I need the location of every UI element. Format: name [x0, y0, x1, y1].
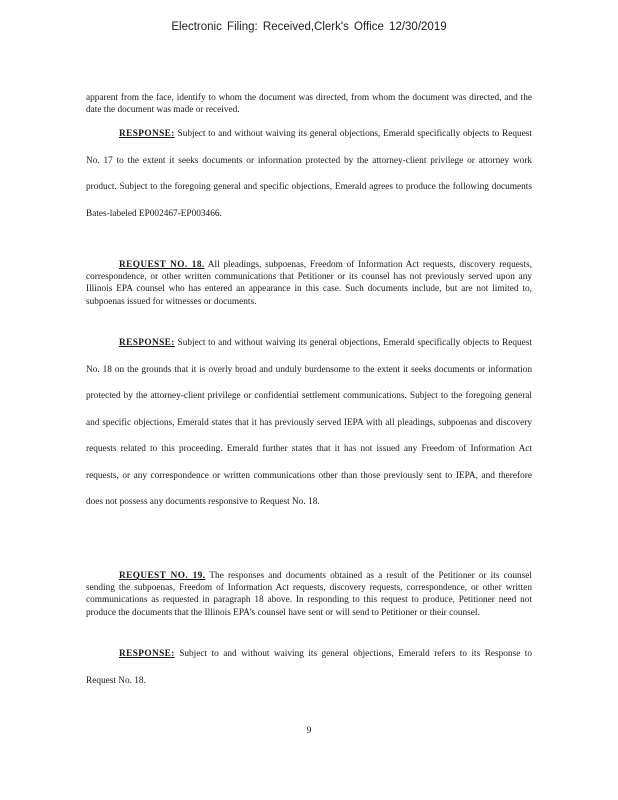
response-label: RESPONSE: [119, 649, 175, 659]
page-number: 9 [306, 726, 312, 736]
response-19 [86, 641, 532, 694]
paragraph-text: The responses and documents obtained as a result of the Petitioner or its counsel sending the subpoenas, Freedom of Information Act requests, discovery requests, correspondence, or other written communications as requested in paragraph 18 above. In responding to this request to produce, Petitioner need not produce the documents that the Illinois EPA's counsel have sent or will send to Petitioner or their counsel. [86, 571, 532, 618]
paragraph-text: Subject to and without waiving its general objections, Emerald specifically objects to Request No. 17 to the extent it seeks documents or information protected by the attorney-client privilege or attorney work product. Subject to the foregoing general and specific objections, Emerald agrees to produce the following documents Bates-labeled EP002467-EP003466. [86, 129, 532, 219]
paragraph-text: All pleadings, subpoenas, Freedom of Information Act requests, discovery requests, correspondence, or other written communications that Petitioner or its counsel has not previously served upon any Illinois EPA counsel who has entered an appearance in this case. Such documents include, but are not limited to, subpoenas issued for witnesses or documents. [86, 260, 532, 307]
request-label: REQUEST NO. 18. [119, 260, 205, 270]
request-19 [86, 570, 532, 619]
response-label: RESPONSE: [119, 338, 175, 348]
paragraph-text: apparent from the face, identify to whom the document was directed, from whom the document was directed, and the date the document was made or received. [86, 93, 532, 116]
continued-paragraph [86, 92, 532, 116]
request-18 [86, 259, 532, 308]
response-label: RESPONSE: [119, 129, 175, 139]
paragraph-text: Subject to and without waiving its general objections, Emerald specifically objects to Request No. 18 on the grounds that it is overly broad and unduly burdensome to the extent it seeks documents or information protected by the attorney-client privilege or confidential settlement communications. Subject to the foregoing general and specific objections, Emerald states that it has previously served IEPA with all pleadings, subpoenas and discovery requests related to this proceeding. Emerald further states that it has not issued any Freedom of Information Act requests, or any correspondence or written communications other than those previously sent to IEPA, and therefore does not possess any documents responsive to Request No. 18. [86, 338, 532, 507]
response-17 [86, 121, 532, 227]
response-18 [86, 330, 532, 516]
request-label: REQUEST NO. 19. [119, 571, 206, 581]
electronic-filing-header: Electronic Filing: Received,Clerk's Office 12/30/2019 [171, 21, 447, 33]
paragraph-text: Subject to and without waiving its general objections, Emerald refers to its Response to Request No. 18. [86, 649, 532, 686]
